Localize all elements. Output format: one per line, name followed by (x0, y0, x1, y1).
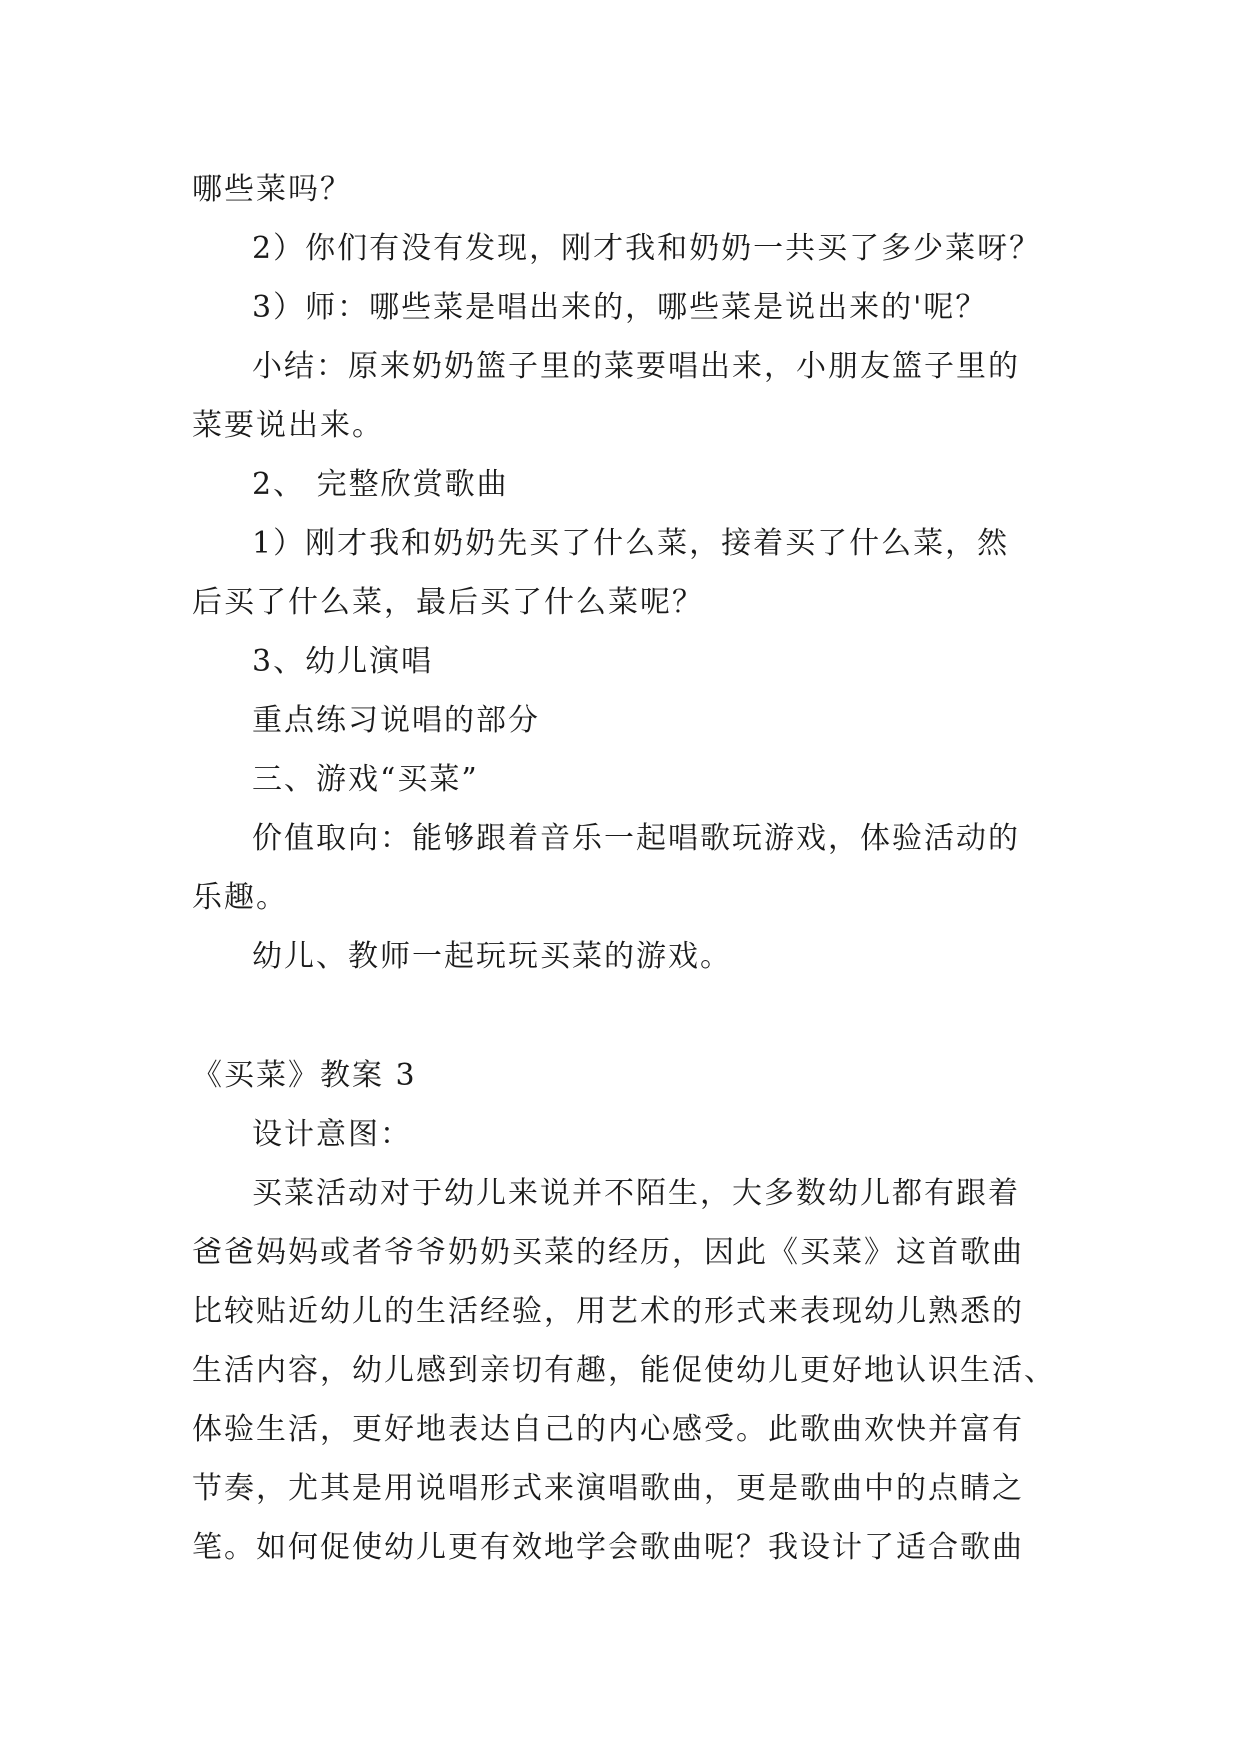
text-line: 1）刚才我和奶奶先买了什么菜，接着买了什么菜，然 (252, 526, 1010, 561)
document-title: 《买菜》教案 3 (192, 1058, 417, 1093)
text-line: 买菜活动对于幼儿来说并不陌生，大多数幼儿都有跟着 (252, 1176, 1020, 1211)
text-line: 节奏，尤其是用说唱形式来演唱歌曲，更是歌曲中的点睛之 (192, 1471, 1024, 1506)
text-line: 哪些菜吗？ (192, 172, 352, 207)
section-heading: 3、幼儿演唱 (252, 644, 434, 679)
text-line: 3）师：哪些菜是唱出来的，哪些菜是说出来的'呢？ (252, 290, 988, 325)
text-line: 爸爸妈妈或者爷爷奶奶买菜的经历，因此《买菜》这首歌曲 (192, 1235, 1024, 1270)
document-page (192, 160, 1056, 1577)
text-line: 乐趣。 (192, 880, 288, 915)
text-line: 幼儿、教师一起玩玩买菜的游戏。 (252, 939, 732, 974)
text-line: 小结：原来奶奶篮子里的菜要唱出来，小朋友篮子里的 (252, 349, 1020, 384)
section-heading: 设计意图： (252, 1117, 412, 1152)
section-heading: 2、 完整欣赏歌曲 (252, 467, 509, 502)
section-gap (192, 986, 1052, 1046)
section-heading: 三、游戏“买菜” (252, 762, 479, 797)
text-line: 菜要说出来。 (192, 408, 384, 443)
text-line: 比较贴近幼儿的生活经验，用艺术的形式来表现幼儿熟悉的 (192, 1294, 1024, 1329)
text-line: 生活内容，幼儿感到亲切有趣，能促使幼儿更好地认识生活、 (192, 1353, 1056, 1388)
text-line: 后买了什么菜，最后买了什么菜呢？ (192, 585, 704, 620)
text-line: 价值取向：能够跟着音乐一起唱歌玩游戏，体验活动的 (252, 821, 1020, 856)
text-line: 2）你们有没有发现，刚才我和奶奶一共买了多少菜呀？ (252, 231, 1042, 266)
text-line: 重点练习说唱的部分 (252, 703, 540, 738)
text-line: 笔。如何促使幼儿更有效地学会歌曲呢？我设计了适合歌曲 (192, 1530, 1024, 1565)
text-line: 体验生活，更好地表达自己的内心感受。此歌曲欢快并富有 (192, 1412, 1024, 1447)
